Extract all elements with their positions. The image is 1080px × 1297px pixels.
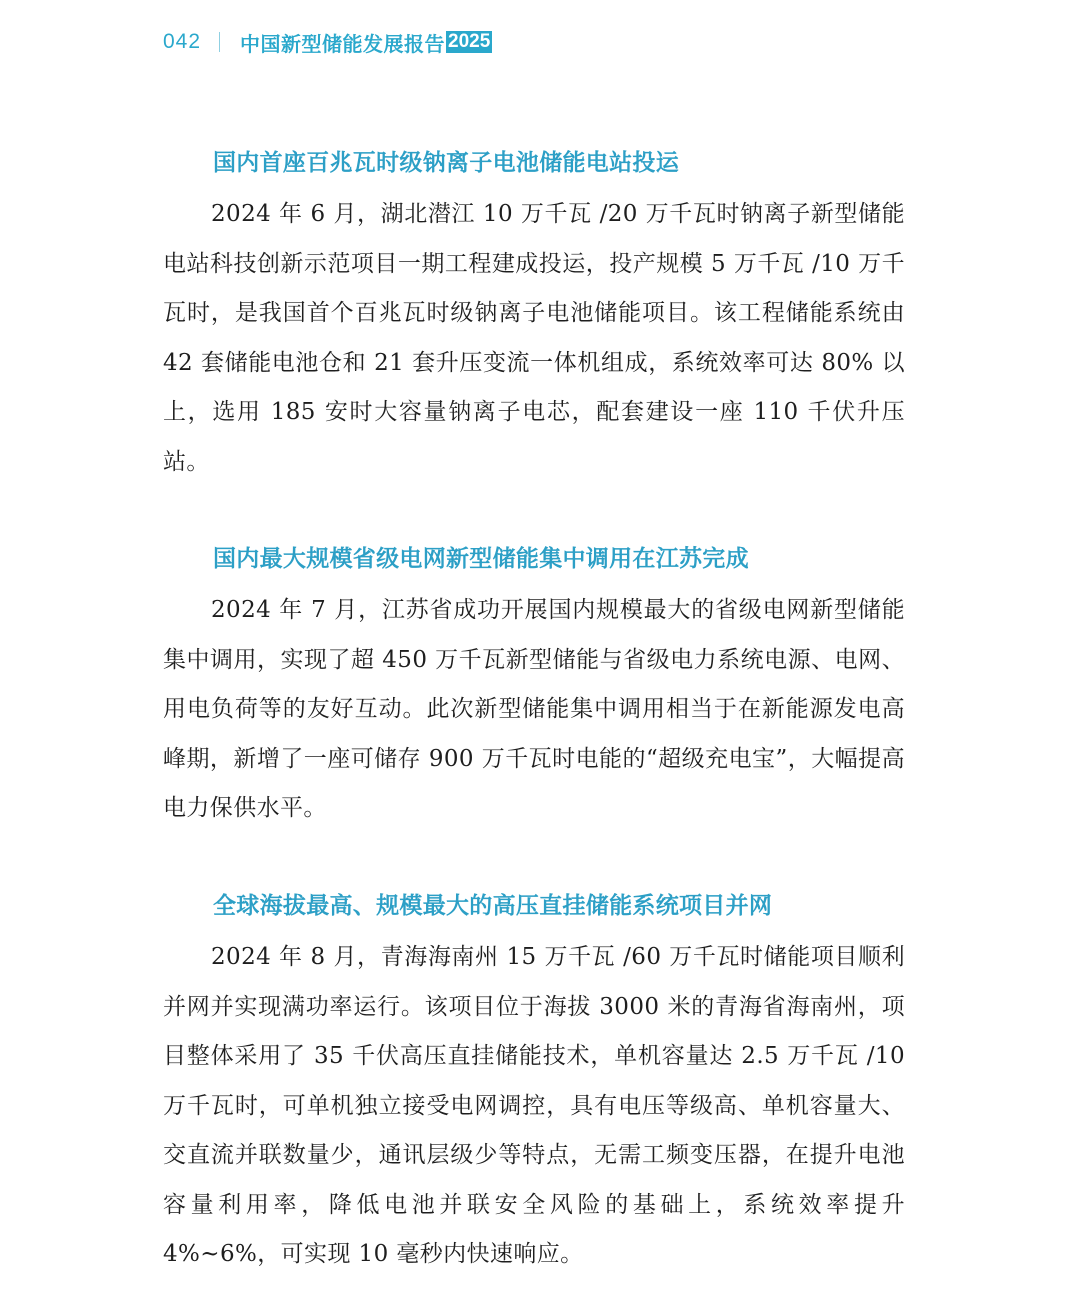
section-body: 2024 年 8 月，青海海南州 15 万千瓦 /60 万千瓦时储能项目顺利并网并实现满功率运行。该项目位于海拔 3000 米的青海省海南州，项目整体采用了 35 千伏高压直挂储能技术，单机容量达 2.5 万千瓦 /10 万千瓦时，可单机独立接受电网调控，具有电压等级高、单机容量大、交直流并联数量少，通讯层级少等特点，无需工频变压器，在提升电池容量利用率，降低电池并联安全风险的基础上，系统效率提升 4%~6%，可实现 10 毫秒内快速响应。 — [163, 944, 905, 1267]
year-badge: 2025 — [448, 31, 491, 52]
book-title: 中国新型储能发展报告 — [240, 33, 446, 56]
header-divider — [219, 32, 220, 52]
section-heading: 国内首座百兆瓦时级钠离子电池储能电站投运 — [213, 150, 679, 176]
section-qinghai-high-voltage — [163, 891, 905, 1280]
section-body: 2024 年 7 月，江苏省成功开展国内规模最大的省级电网新型储能集中调用，实现了超 450 万千瓦新型储能与省级电力系统电源、电网、用电负荷等的友好互动。此次新型储能集中调用相当于在新能源发电高峰期，新增了一座可储存 900 万千瓦时电能的“超级充电宝”，大幅提高电力保供水平。 — [163, 597, 905, 821]
page-number: 042 — [163, 30, 202, 53]
section-sodium-ion-station — [163, 148, 905, 487]
running-header — [163, 27, 492, 57]
section-heading: 国内最大规模省级电网新型储能集中调用在江苏完成 — [213, 546, 749, 572]
section-jiangsu-dispatch — [163, 544, 905, 834]
section-heading: 全球海拔最高、规模最大的高压直挂储能系统项目并网 — [213, 893, 773, 919]
section-body: 2024 年 6 月，湖北潜江 10 万千瓦 /20 万千瓦时钠离子新型储能电站科技创新示范项目一期工程建成投运，投产规模 5 万千瓦 /10 万千瓦时，是我国首个百兆瓦时级钠离子电池储能项目。该工程储能系统由 42 套储能电池仓和 21 套升压变流一体机组成，系统效率可达 80% 以上，选用 185 安时大容量钠离子电芯，配套建设一座 110 千伏升压站。 — [163, 201, 905, 475]
